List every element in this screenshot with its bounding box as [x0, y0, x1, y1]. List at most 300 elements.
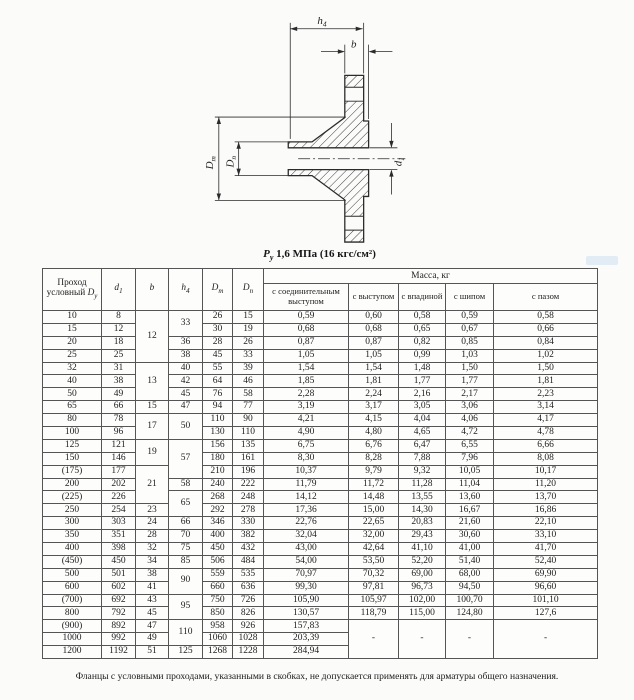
- cell-dn: 432: [233, 543, 264, 556]
- cell-dm: 76: [203, 388, 233, 401]
- cell-mass-4: -: [446, 620, 494, 659]
- cell-dy: (450): [43, 555, 102, 568]
- cell-mass-4: 100,70: [446, 594, 494, 607]
- cell-mass-1: 8,30: [264, 452, 349, 465]
- cell-d1: 177: [102, 465, 136, 478]
- cell-dm: 94: [203, 401, 233, 414]
- cell-mass-5: 4,78: [494, 427, 598, 440]
- table-row: [43, 427, 598, 440]
- header-mass-ledge: с выступом: [349, 284, 399, 311]
- table-row: [43, 414, 598, 427]
- cell-dn: 1028: [233, 633, 264, 646]
- cell-mass-1: 6,75: [264, 439, 349, 452]
- cell-dn: 90: [233, 414, 264, 427]
- cell-mass-2: 70,32: [349, 568, 399, 581]
- cell-mass-5: 2,23: [494, 388, 598, 401]
- cell-dm: 64: [203, 375, 233, 388]
- arrowhead: [389, 170, 393, 177]
- cell-dm: 26: [203, 311, 233, 324]
- cell-d1: 226: [102, 491, 136, 504]
- cell-dy: 20: [43, 336, 102, 349]
- cell-mass-4: 1,50: [446, 362, 494, 375]
- cell-dm: 400: [203, 530, 233, 543]
- cell-d1: 66: [102, 401, 136, 414]
- cell-mass-2: 32,00: [349, 530, 399, 543]
- dim-label-dm: $D_m$: [203, 156, 218, 170]
- cell-mass-5: 8,08: [494, 452, 598, 465]
- cell-dm: 958: [203, 620, 233, 633]
- cell-mass-5: 96,60: [494, 581, 598, 594]
- cell-dm: 506: [203, 555, 233, 568]
- cell-mass-5: 0,58: [494, 311, 598, 324]
- cell-mass-4: 41,00: [446, 543, 494, 556]
- cell-mass-3: 1,48: [399, 362, 446, 375]
- cell-dy: 300: [43, 517, 102, 530]
- cell-mass-3: 0,99: [399, 349, 446, 362]
- cell-h4: 50: [169, 414, 203, 440]
- flange-dimensions-table: [42, 268, 598, 659]
- cell-mass-5: 16,86: [494, 504, 598, 517]
- table-row: [43, 478, 598, 491]
- cell-dn: 222: [233, 478, 264, 491]
- cell-h4: 110: [169, 620, 203, 646]
- cell-mass-5: 127,6: [494, 607, 598, 620]
- arrowhead: [290, 27, 297, 31]
- cell-dy: 400: [43, 543, 102, 556]
- cell-b: 45: [136, 607, 169, 620]
- cell-mass-3: 20,83: [399, 517, 446, 530]
- cell-mass-1: 54,00: [264, 555, 349, 568]
- cell-mass-4: 30,60: [446, 530, 494, 543]
- cell-mass-1: 32,04: [264, 530, 349, 543]
- cell-mass-5: 4,17: [494, 414, 598, 427]
- cell-mass-3: 6,47: [399, 439, 446, 452]
- cell-mass-4: 124,80: [446, 607, 494, 620]
- cell-mass-2: 0,60: [349, 311, 399, 324]
- header-dn: $D_n$: [233, 269, 264, 311]
- cell-dm: 346: [203, 517, 233, 530]
- header-b: b: [136, 269, 169, 311]
- cell-d1: 351: [102, 530, 136, 543]
- cell-mass-2: -: [349, 620, 399, 659]
- cell-dm: 268: [203, 491, 233, 504]
- cell-dy: 250: [43, 504, 102, 517]
- cell-dm: 1060: [203, 633, 233, 646]
- cell-b: 12: [136, 311, 169, 363]
- table-row: [43, 323, 598, 336]
- cell-mass-3: 41,10: [399, 543, 446, 556]
- cell-mass-4: 94,50: [446, 581, 494, 594]
- cell-mass-4: 1,03: [446, 349, 494, 362]
- cell-mass-1: 1,85: [264, 375, 349, 388]
- cell-h4: 75: [169, 543, 203, 556]
- table-row: [43, 594, 598, 607]
- cell-mass-4: 7,96: [446, 452, 494, 465]
- cell-mass-4: 4,06: [446, 414, 494, 427]
- cell-mass-2: 1,81: [349, 375, 399, 388]
- cell-mass-3: 0,82: [399, 336, 446, 349]
- arrowhead: [356, 27, 363, 31]
- cell-mass-1: 1,05: [264, 349, 349, 362]
- cell-mass-5: 6,66: [494, 439, 598, 452]
- header-dy: Проход условный $D_у$: [43, 269, 102, 311]
- cell-b: 19: [136, 439, 169, 465]
- dim-label-h4: $h_4$: [317, 14, 327, 29]
- cell-dn: 535: [233, 568, 264, 581]
- cell-mass-5: 22,10: [494, 517, 598, 530]
- cell-mass-2: 9,79: [349, 465, 399, 478]
- arrowhead: [236, 169, 240, 176]
- cell-mass-5: 0,84: [494, 336, 598, 349]
- cell-dn: 248: [233, 491, 264, 504]
- table-row: [43, 504, 598, 517]
- cell-mass-1: 70,97: [264, 568, 349, 581]
- table-header: [43, 269, 598, 311]
- cell-d1: 38: [102, 375, 136, 388]
- cell-mass-3: 29,43: [399, 530, 446, 543]
- cell-dm: 180: [203, 452, 233, 465]
- table-row: [43, 517, 598, 530]
- cell-mass-2: 97,81: [349, 581, 399, 594]
- cell-dy: 125: [43, 439, 102, 452]
- cell-mass-3: 0,58: [399, 311, 446, 324]
- cell-mass-3: 1,77: [399, 375, 446, 388]
- cell-dn: 33: [233, 349, 264, 362]
- table-row: [43, 465, 598, 478]
- cell-h4: 90: [169, 568, 203, 594]
- cell-mass-2: 15,00: [349, 504, 399, 517]
- cell-b: 32: [136, 543, 169, 556]
- cell-mass-1: 22,76: [264, 517, 349, 530]
- cell-d1: 25: [102, 349, 136, 362]
- cell-h4: 40: [169, 362, 203, 375]
- table-row: [43, 362, 598, 375]
- cell-dm: 240: [203, 478, 233, 491]
- cell-h4: 125: [169, 646, 203, 659]
- cell-mass-2: 0,87: [349, 336, 399, 349]
- cell-dn: 15: [233, 311, 264, 324]
- cell-dm: 156: [203, 439, 233, 452]
- arrowhead: [217, 193, 221, 200]
- cell-b: 24: [136, 517, 169, 530]
- cell-mass-5: 101,10: [494, 594, 598, 607]
- header-h4: $h_4$: [169, 269, 203, 311]
- cell-b: 17: [136, 414, 169, 440]
- cell-dm: 130: [203, 427, 233, 440]
- cell-dm: 55: [203, 362, 233, 375]
- cell-mass-1: 4,90: [264, 427, 349, 440]
- cell-mass-5: 10,17: [494, 465, 598, 478]
- dim-label-dn: $D_n$: [224, 155, 239, 168]
- table-row: [43, 607, 598, 620]
- cell-d1: 146: [102, 452, 136, 465]
- cell-mass-1: 2,28: [264, 388, 349, 401]
- header-mass-recess: с впадиной: [399, 284, 446, 311]
- cell-dy: 25: [43, 349, 102, 362]
- cell-dy: 50: [43, 388, 102, 401]
- cell-dy: 800: [43, 607, 102, 620]
- cell-h4: 58: [169, 478, 203, 491]
- cell-mass-2: 2,24: [349, 388, 399, 401]
- cell-dn: 726: [233, 594, 264, 607]
- cell-mass-5: 1,02: [494, 349, 598, 362]
- cell-b: 49: [136, 633, 169, 646]
- flange-section-bottom: [288, 170, 368, 242]
- header-mass-tenon: с шипом: [446, 284, 494, 311]
- cell-dn: 196: [233, 465, 264, 478]
- arrowhead: [338, 49, 345, 53]
- cell-dn: 135: [233, 439, 264, 452]
- dim-dn: [235, 142, 289, 176]
- cell-mass-4: 0,85: [446, 336, 494, 349]
- cell-d1: 501: [102, 568, 136, 581]
- cell-dn: 58: [233, 388, 264, 401]
- cell-dm: 850: [203, 607, 233, 620]
- table-row: [43, 375, 598, 388]
- cell-dy: 1200: [43, 646, 102, 659]
- cell-mass-1: 1,54: [264, 362, 349, 375]
- cell-h4: 42: [169, 375, 203, 388]
- cell-dy: 600: [43, 581, 102, 594]
- cell-b: 41: [136, 581, 169, 594]
- cell-mass-3: 11,28: [399, 478, 446, 491]
- cell-mass-1: 11,79: [264, 478, 349, 491]
- cell-dm: 45: [203, 349, 233, 362]
- cell-mass-2: 105,97: [349, 594, 399, 607]
- cell-mass-1: 17,36: [264, 504, 349, 517]
- cell-mass-3: 69,00: [399, 568, 446, 581]
- cell-mass-4: 10,05: [446, 465, 494, 478]
- cell-d1: 792: [102, 607, 136, 620]
- cell-h4: 38: [169, 349, 203, 362]
- flange-drawing: [170, 0, 470, 250]
- cell-d1: 31: [102, 362, 136, 375]
- scan-artifact: [586, 256, 618, 265]
- cell-b: 28: [136, 530, 169, 543]
- cell-mass-3: -: [399, 620, 446, 659]
- cell-d1: 8: [102, 311, 136, 324]
- table-row: [43, 439, 598, 452]
- cell-d1: 12: [102, 323, 136, 336]
- cell-dm: 28: [203, 336, 233, 349]
- cell-mass-1: 157,83: [264, 620, 349, 633]
- cell-dy: 500: [43, 568, 102, 581]
- cell-mass-1: 14,12: [264, 491, 349, 504]
- cell-mass-3: 7,88: [399, 452, 446, 465]
- cell-mass-1: 99,30: [264, 581, 349, 594]
- cell-mass-5: 0,66: [494, 323, 598, 336]
- cell-dy: 350: [43, 530, 102, 543]
- cell-mass-4: 3,06: [446, 401, 494, 414]
- cell-b: 38: [136, 568, 169, 581]
- table-row: [43, 555, 598, 568]
- cell-dy: 150: [43, 452, 102, 465]
- cell-dn: 77: [233, 401, 264, 414]
- cell-mass-1: 4,21: [264, 414, 349, 427]
- cell-d1: 303: [102, 517, 136, 530]
- cell-dy: 100: [43, 427, 102, 440]
- cell-d1: 892: [102, 620, 136, 633]
- cell-mass-5: -: [494, 620, 598, 659]
- table-row: [43, 349, 598, 362]
- cell-d1: 398: [102, 543, 136, 556]
- cell-mass-1: 284,94: [264, 646, 349, 659]
- cell-dy: 15: [43, 323, 102, 336]
- cell-dn: 278: [233, 504, 264, 517]
- cell-mass-3: 102,00: [399, 594, 446, 607]
- header-d1: $d_1$: [102, 269, 136, 311]
- cell-mass-5: 1,50: [494, 362, 598, 375]
- cell-b: 51: [136, 646, 169, 659]
- table-row: [43, 620, 598, 633]
- cell-dn: 19: [233, 323, 264, 336]
- dim-label-b: b: [351, 38, 357, 51]
- cell-mass-4: 16,67: [446, 504, 494, 517]
- table-row: [43, 336, 598, 349]
- cell-dm: 559: [203, 568, 233, 581]
- cell-d1: 450: [102, 555, 136, 568]
- cell-dm: 660: [203, 581, 233, 594]
- cell-dn: 484: [233, 555, 264, 568]
- cell-h4: 47: [169, 401, 203, 414]
- cell-mass-3: 3,05: [399, 401, 446, 414]
- cell-dn: 161: [233, 452, 264, 465]
- arrowhead: [369, 49, 376, 53]
- cell-d1: 254: [102, 504, 136, 517]
- cell-d1: 18: [102, 336, 136, 349]
- cell-h4: 66: [169, 517, 203, 530]
- cell-b: 23: [136, 504, 169, 517]
- cell-dy: 40: [43, 375, 102, 388]
- cell-b: 15: [136, 401, 169, 414]
- cell-mass-1: 0,87: [264, 336, 349, 349]
- cell-dy: 200: [43, 478, 102, 491]
- cell-dn: 46: [233, 375, 264, 388]
- cell-mass-4: 4,72: [446, 427, 494, 440]
- header-mass-group: Масса, кг: [264, 269, 598, 284]
- footnote-text: Фланцы с условными проходами, указанными в скобках, не допускается применять для арматуры общего назначения.: [75, 671, 559, 682]
- cell-dy: (175): [43, 465, 102, 478]
- cell-mass-1: 3,19: [264, 401, 349, 414]
- cell-mass-4: 68,00: [446, 568, 494, 581]
- cell-h4: 95: [169, 594, 203, 620]
- cell-mass-2: 0,68: [349, 323, 399, 336]
- cell-mass-1: 130,57: [264, 607, 349, 620]
- cell-mass-1: 43,00: [264, 543, 349, 556]
- cell-dy: (900): [43, 620, 102, 633]
- cell-mass-1: 0,68: [264, 323, 349, 336]
- pressure-caption: $P_у$ 1,6 МПа (16 кгс/см²): [263, 248, 376, 263]
- cell-b: 43: [136, 594, 169, 607]
- cell-d1: 692: [102, 594, 136, 607]
- cell-mass-2: 118,79: [349, 607, 399, 620]
- dim-label-d1: $d_1$: [392, 157, 406, 167]
- cell-mass-4: 0,59: [446, 311, 494, 324]
- cell-d1: 202: [102, 478, 136, 491]
- cell-b: 13: [136, 362, 169, 401]
- table-row: [43, 581, 598, 594]
- cell-d1: 49: [102, 388, 136, 401]
- table-row: [43, 568, 598, 581]
- cell-h4: 33: [169, 311, 203, 337]
- cell-mass-5: 13,70: [494, 491, 598, 504]
- cell-b: 47: [136, 620, 169, 633]
- cell-mass-5: 41,70: [494, 543, 598, 556]
- cell-dy: 65: [43, 401, 102, 414]
- cell-mass-3: 9,32: [399, 465, 446, 478]
- table-row: [43, 491, 598, 504]
- cell-mass-2: 6,76: [349, 439, 399, 452]
- cell-dm: 750: [203, 594, 233, 607]
- cell-mass-4: 11,04: [446, 478, 494, 491]
- bolt-hole-band-top: [345, 87, 362, 101]
- table-body: [43, 311, 598, 659]
- cell-dn: 330: [233, 517, 264, 530]
- cell-dn: 26: [233, 336, 264, 349]
- cell-mass-4: 6,55: [446, 439, 494, 452]
- cell-dm: 110: [203, 414, 233, 427]
- cell-mass-2: 1,54: [349, 362, 399, 375]
- header-mass-connecting-ledge: с соединительным выступом: [264, 284, 349, 311]
- cell-dn: 382: [233, 530, 264, 543]
- cell-mass-2: 14,48: [349, 491, 399, 504]
- cell-mass-1: 105,90: [264, 594, 349, 607]
- cell-mass-2: 42,64: [349, 543, 399, 556]
- cell-dn: 826: [233, 607, 264, 620]
- cell-d1: 602: [102, 581, 136, 594]
- cell-mass-3: 4,65: [399, 427, 446, 440]
- flange-section-top: [288, 75, 368, 147]
- cell-mass-5: 3,14: [494, 401, 598, 414]
- cell-d1: 121: [102, 439, 136, 452]
- cell-dn: 39: [233, 362, 264, 375]
- cell-mass-2: 8,28: [349, 452, 399, 465]
- table-row: [43, 311, 598, 324]
- cell-mass-3: 4,04: [399, 414, 446, 427]
- cell-mass-2: 53,50: [349, 555, 399, 568]
- cell-dy: 1000: [43, 633, 102, 646]
- cell-b: 21: [136, 465, 169, 504]
- cell-dn: 926: [233, 620, 264, 633]
- cell-mass-4: 51,40: [446, 555, 494, 568]
- cell-mass-5: 69,90: [494, 568, 598, 581]
- cell-h4: 57: [169, 439, 203, 478]
- cell-dy: 80: [43, 414, 102, 427]
- header-mass-groove: с пазом: [494, 284, 598, 311]
- cell-dy: (225): [43, 491, 102, 504]
- header-dm: $D_m$: [203, 269, 233, 311]
- table-row: [43, 388, 598, 401]
- cell-mass-3: 13,55: [399, 491, 446, 504]
- table-row: [43, 401, 598, 414]
- cell-h4: 85: [169, 555, 203, 568]
- cell-mass-5: 33,10: [494, 530, 598, 543]
- cell-mass-3: 115,00: [399, 607, 446, 620]
- cell-mass-3: 14,30: [399, 504, 446, 517]
- cell-mass-3: 96,73: [399, 581, 446, 594]
- cell-mass-5: 1,81: [494, 375, 598, 388]
- cell-mass-3: 52,20: [399, 555, 446, 568]
- cell-mass-4: 21,60: [446, 517, 494, 530]
- cell-dy: 32: [43, 362, 102, 375]
- cell-mass-2: 11,72: [349, 478, 399, 491]
- cell-mass-5: 52,40: [494, 555, 598, 568]
- cell-h4: 70: [169, 530, 203, 543]
- table-row: [43, 543, 598, 556]
- cell-dn: 1228: [233, 646, 264, 659]
- cell-mass-3: 2,16: [399, 388, 446, 401]
- cell-h4: 36: [169, 336, 203, 349]
